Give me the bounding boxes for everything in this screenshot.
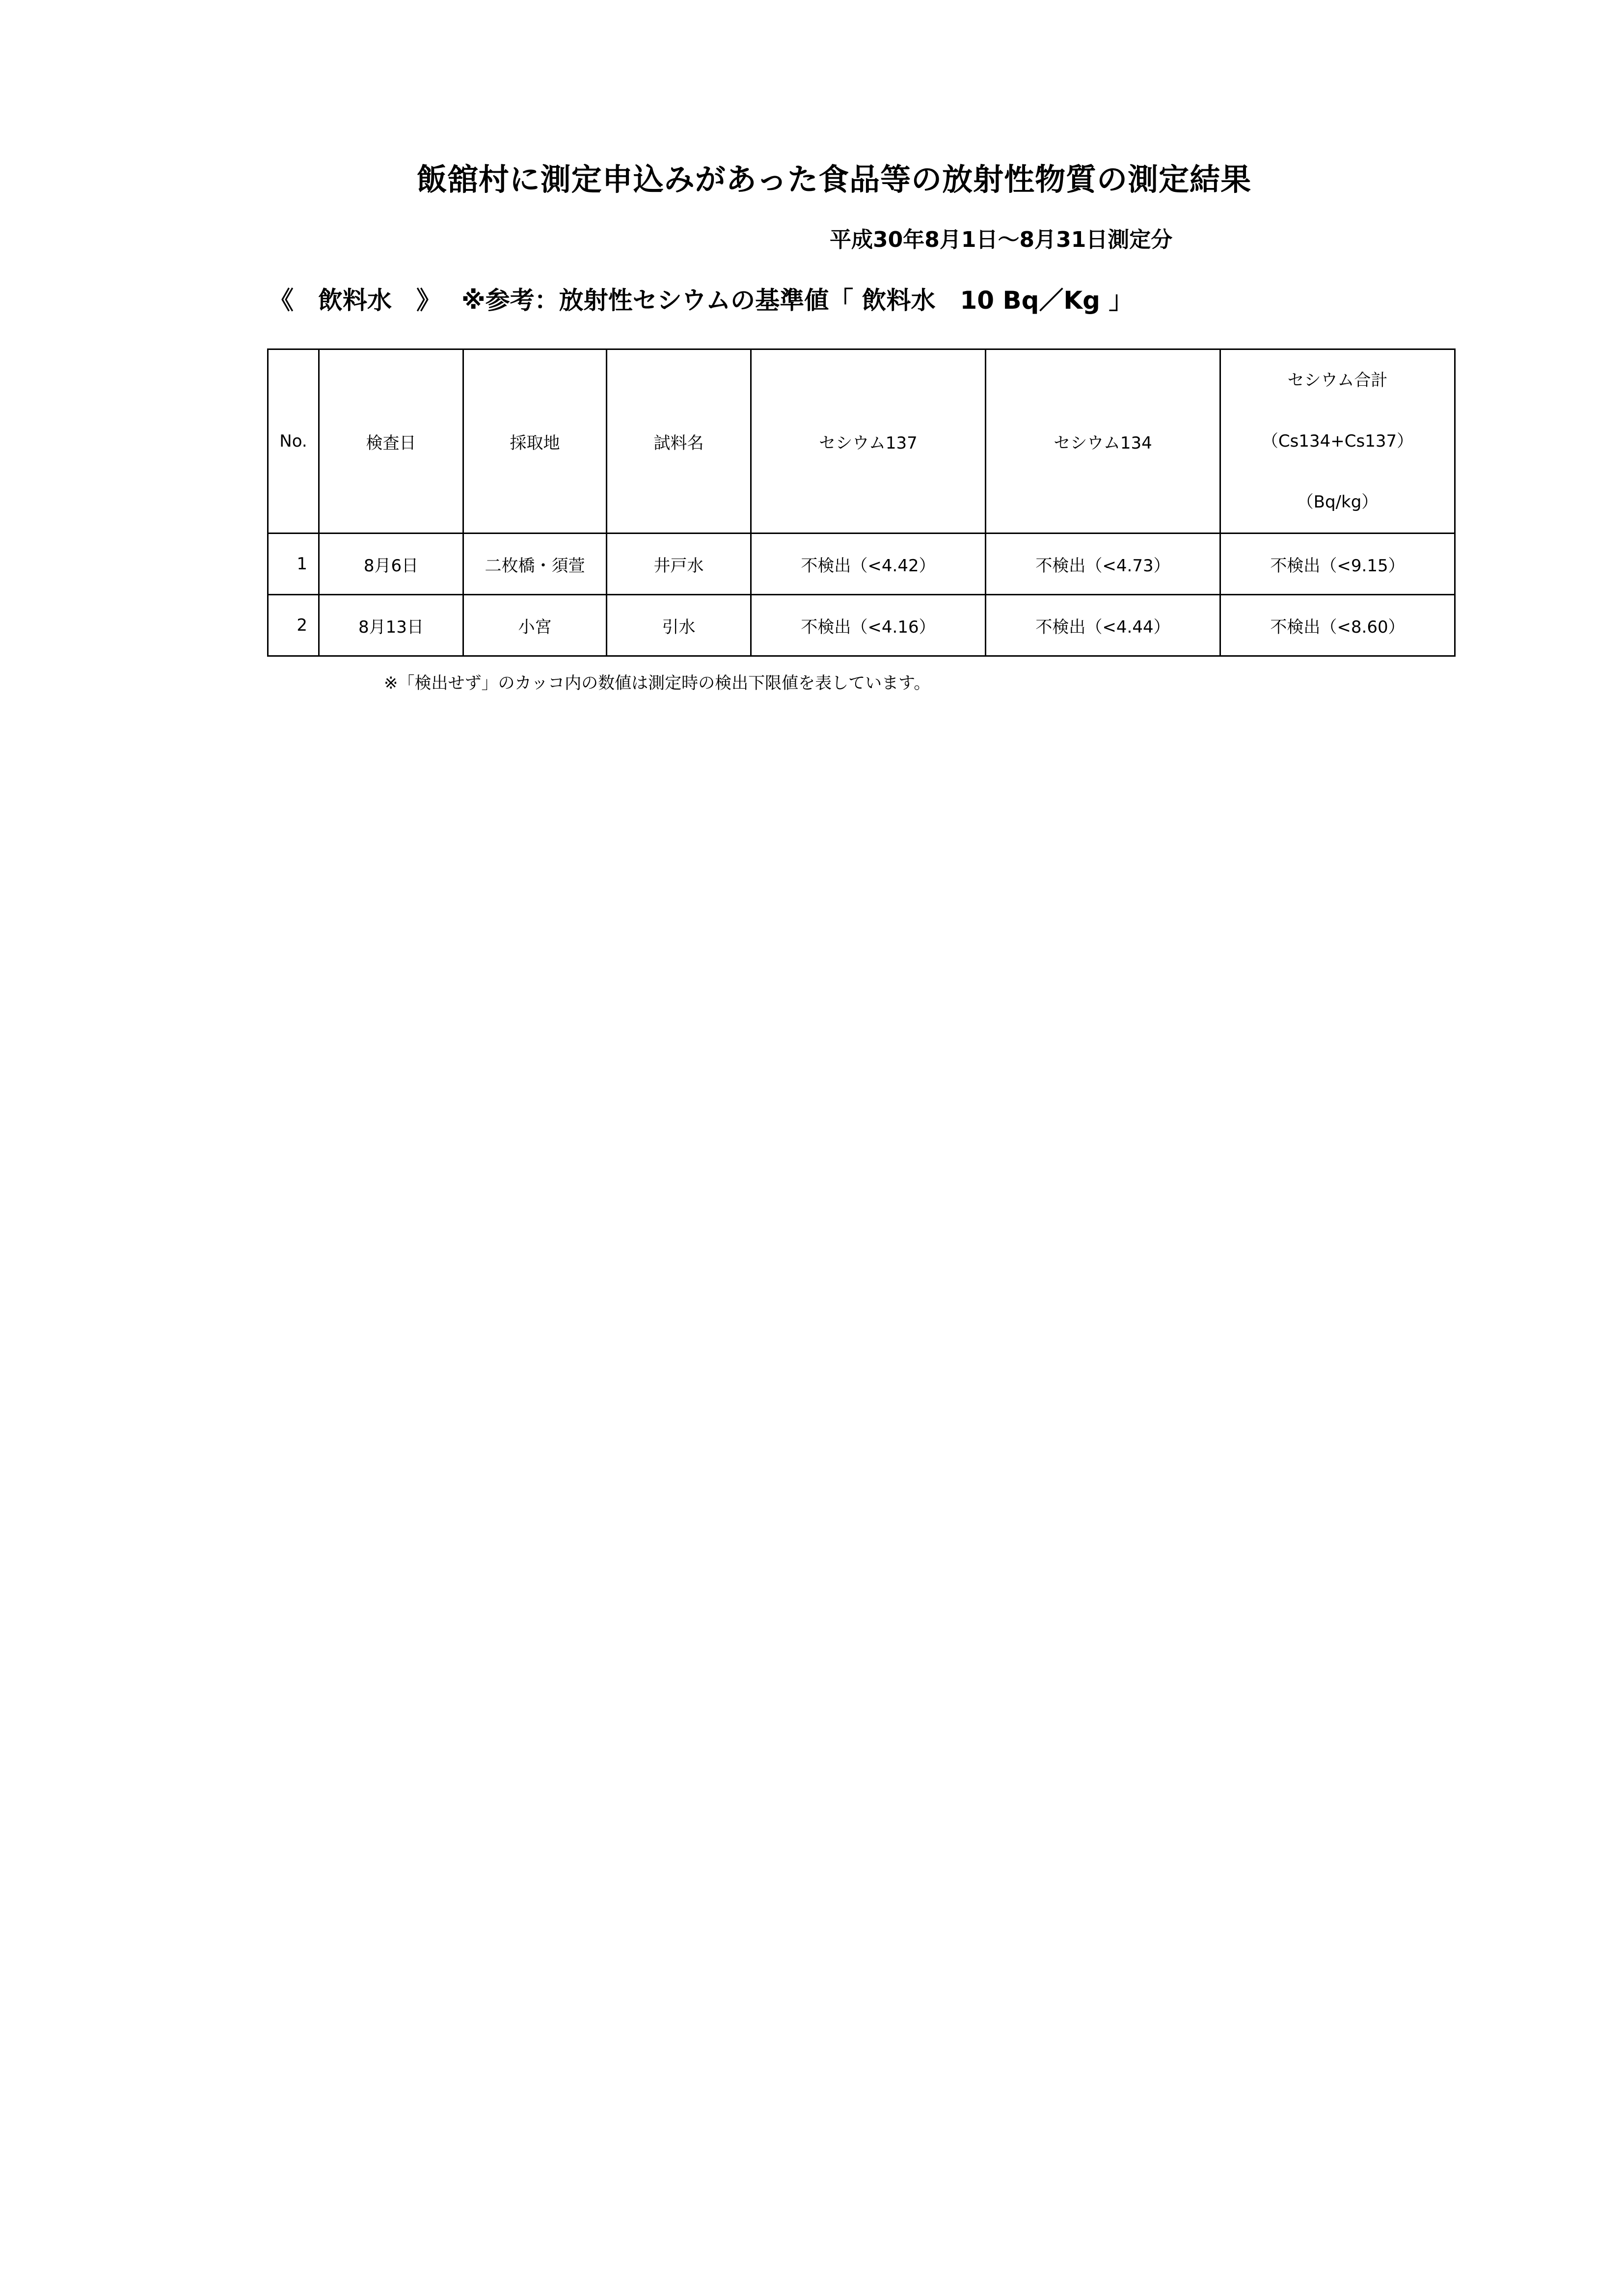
footnote: ※「検出せず」のカッコ内の数値は測定時の検出下限値を表しています。 — [384, 673, 931, 693]
document-title: 飯舘村に測定申込みがあった食品等の放射性物質の測定結果 — [416, 161, 1252, 197]
header-no: No. — [268, 349, 319, 534]
header-total — [1220, 349, 1455, 534]
cell-no: 2 — [268, 595, 319, 656]
cell-no: 1 — [268, 534, 319, 595]
cell-cs137: 不検出（<4.42） — [751, 534, 986, 595]
results-table — [267, 348, 1456, 657]
cell-sample: 引水 — [607, 595, 751, 656]
header-cs137: セシウム137 — [751, 349, 986, 534]
cell-sample: 井戸水 — [607, 534, 751, 595]
header-sample: 試料名 — [607, 349, 751, 534]
section-heading — [269, 281, 1133, 316]
measurement-period: 平成30年8月1日～8月31日測定分 — [830, 227, 1173, 252]
table-row — [268, 595, 1455, 656]
header-location: 採取地 — [463, 349, 607, 534]
cell-date: 8月13日 — [319, 595, 463, 656]
header-total-line3: （Bq/kg） — [1297, 492, 1379, 512]
header-date: 検査日 — [319, 349, 463, 534]
header-total-line1: セシウム合計 — [1287, 371, 1388, 390]
cell-location: 二枚橋・須萱 — [463, 534, 607, 595]
cell-cs134: 不検出（<4.44） — [986, 595, 1220, 656]
table-row — [268, 534, 1455, 595]
cell-cs137: 不検出（<4.16） — [751, 595, 986, 656]
cell-location: 小宮 — [463, 595, 607, 656]
reference-standard: ※参考：放射性セシウムの基準値「 飲料水 10 Bq／Kg 」 — [461, 286, 1134, 315]
header-cs134: セシウム134 — [986, 349, 1220, 534]
cell-total: 不検出（<9.15） — [1220, 534, 1455, 595]
cell-cs134: 不検出（<4.73） — [986, 534, 1220, 595]
header-row — [268, 349, 1455, 534]
header-total-line2: （Cs134+Cs137） — [1261, 431, 1414, 451]
cell-total: 不検出（<8.60） — [1220, 595, 1455, 656]
cell-date: 8月6日 — [319, 534, 463, 595]
category-label: 《 飲料水 》 — [269, 286, 441, 315]
